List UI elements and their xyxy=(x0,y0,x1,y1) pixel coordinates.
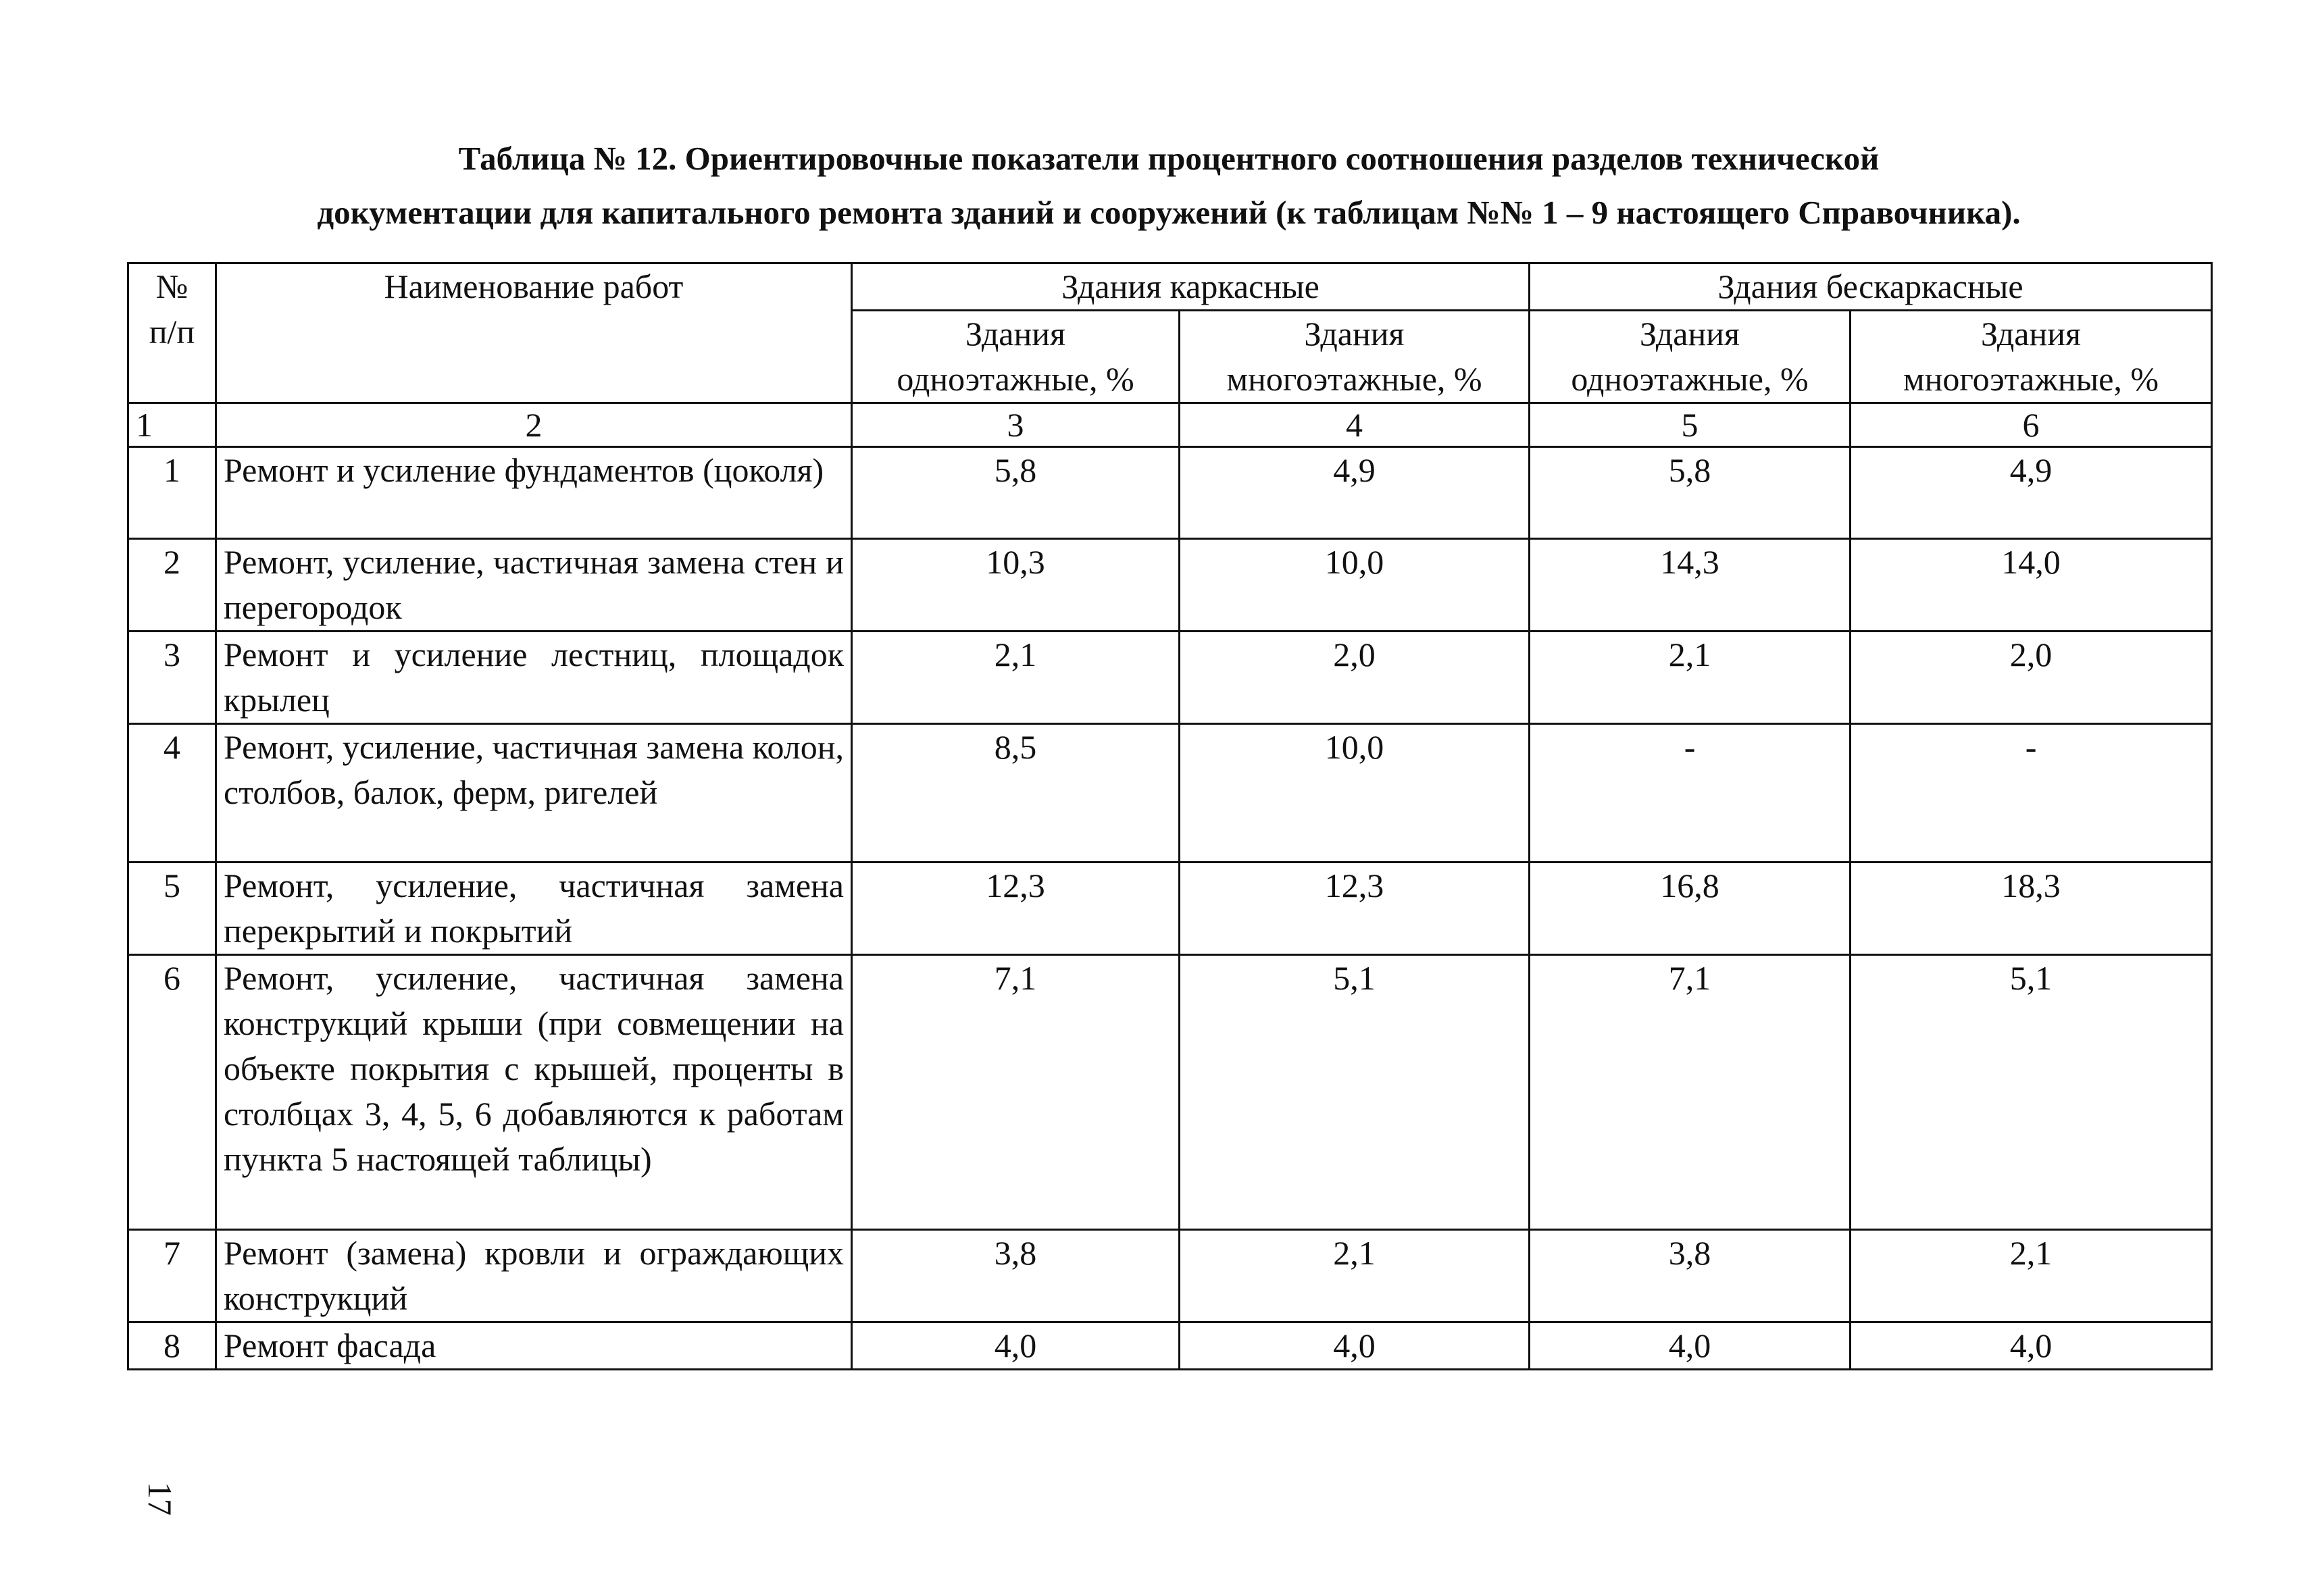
frameless-single-value: 4,0 xyxy=(1530,1322,1851,1370)
frameless-multi-value: 4,0 xyxy=(1851,1322,2212,1370)
row-number: 3 xyxy=(128,632,216,724)
frame-multi-value: 12,3 xyxy=(1180,863,1530,955)
table-row xyxy=(128,632,2212,724)
row-number: 2 xyxy=(128,539,216,632)
column-number: 6 xyxy=(1851,403,2212,447)
frame-single-value: 2,1 xyxy=(852,632,1180,724)
header-frameless-multi xyxy=(1851,311,2212,403)
column-number: 3 xyxy=(852,403,1180,447)
row-number: 1 xyxy=(128,447,216,539)
table-row xyxy=(128,724,2212,863)
header-group-frame: Здания каркасные xyxy=(852,263,1530,311)
table-row xyxy=(128,447,2212,539)
table-title-line-1: Таблица № 12. Ориентировочные показатели процентного соотношения разделов технической xyxy=(458,140,1880,177)
header-frameless-single-line-2: одноэтажные, % xyxy=(1571,360,1809,398)
table-title-line-2: документации для капитального ремонта зданий и сооружений (к таблицам №№ 1 – 9 настоящего Справочника). xyxy=(317,194,2021,231)
percentage-table xyxy=(127,262,2213,1370)
row-number: 6 xyxy=(128,955,216,1230)
frameless-multi-value: 5,1 xyxy=(1851,955,2212,1230)
frameless-single-value: 7,1 xyxy=(1530,955,1851,1230)
frame-single-value: 12,3 xyxy=(852,863,1180,955)
table-row xyxy=(128,539,2212,632)
header-frame-multi-line-1: Здания xyxy=(1304,315,1405,353)
frame-multi-value: 10,0 xyxy=(1180,724,1530,863)
table-body xyxy=(128,447,2212,1370)
frameless-multi-value: - xyxy=(1851,724,2212,863)
frame-multi-value: 4,0 xyxy=(1180,1322,1530,1370)
frame-multi-value: 4,9 xyxy=(1180,447,1530,539)
header-frame-single-line-2: одноэтажные, % xyxy=(897,360,1134,398)
column-numbers-row xyxy=(128,403,2212,447)
frameless-multi-value: 14,0 xyxy=(1851,539,2212,632)
work-name: Ремонт и усиление лестниц, площадок крылец xyxy=(216,632,852,724)
work-name: Ремонт, усиление, частичная замена конструкций крыши (при совмещении на объекте покрытия с крышей, проценты в столбцах 3, 4, 5, 6 добавляются к работам пункта 5 настоящей таблицы) xyxy=(216,955,852,1230)
header-frameless-single-line-1: Здания xyxy=(1640,315,1740,353)
frame-single-value: 5,8 xyxy=(852,447,1180,539)
column-number: 1 xyxy=(128,403,216,447)
column-number: 5 xyxy=(1530,403,1851,447)
table-title xyxy=(101,132,2236,240)
frameless-multi-value: 4,9 xyxy=(1851,447,2212,539)
header-frame-multi xyxy=(1180,311,1530,403)
frameless-single-value: 5,8 xyxy=(1530,447,1851,539)
header-frameless-single xyxy=(1530,311,1851,403)
frameless-single-value: 3,8 xyxy=(1530,1230,1851,1322)
row-number: 8 xyxy=(128,1322,216,1370)
table-row xyxy=(128,863,2212,955)
frame-single-value: 8,5 xyxy=(852,724,1180,863)
frameless-single-value: 16,8 xyxy=(1530,863,1851,955)
header-frame-single xyxy=(852,311,1180,403)
header-row-1 xyxy=(128,263,2212,311)
row-number: 5 xyxy=(128,863,216,955)
header-num-line-1: № xyxy=(155,267,188,305)
header-frameless-multi-line-1: Здания xyxy=(1981,315,2081,353)
frame-single-value: 4,0 xyxy=(852,1322,1180,1370)
row-number: 7 xyxy=(128,1230,216,1322)
page-number: 17 xyxy=(141,1482,179,1516)
header-num xyxy=(128,263,216,403)
header-name: Наименование работ xyxy=(216,263,852,403)
frameless-single-value: - xyxy=(1530,724,1851,863)
table-row xyxy=(128,1322,2212,1370)
frame-multi-value: 2,0 xyxy=(1180,632,1530,724)
work-name: Ремонт, усиление, частичная замена колон, столбов, балок, ферм, ригелей xyxy=(216,724,852,863)
work-name: Ремонт и усиление фундаментов (цоколя) xyxy=(216,447,852,539)
frame-multi-value: 5,1 xyxy=(1180,955,1530,1230)
column-number: 2 xyxy=(216,403,852,447)
work-name: Ремонт, усиление, частичная замена перекрытий и покрытий xyxy=(216,863,852,955)
frameless-multi-value: 18,3 xyxy=(1851,863,2212,955)
header-group-frameless: Здания бескаркасные xyxy=(1530,263,2212,311)
work-name: Ремонт фасада xyxy=(216,1322,852,1370)
header-frameless-multi-line-2: многоэтажные, % xyxy=(1903,360,2159,398)
frameless-multi-value: 2,0 xyxy=(1851,632,2212,724)
frame-multi-value: 10,0 xyxy=(1180,539,1530,632)
frameless-multi-value: 2,1 xyxy=(1851,1230,2212,1322)
work-name: Ремонт (замена) кровли и ограждающих конструкций xyxy=(216,1230,852,1322)
header-frame-multi-line-2: многоэтажные, % xyxy=(1226,360,1482,398)
row-number: 4 xyxy=(128,724,216,863)
header-num-line-2: п/п xyxy=(149,313,195,351)
table-row xyxy=(128,955,2212,1230)
frame-single-value: 7,1 xyxy=(852,955,1180,1230)
frameless-single-value: 2,1 xyxy=(1530,632,1851,724)
frameless-single-value: 14,3 xyxy=(1530,539,1851,632)
frame-single-value: 3,8 xyxy=(852,1230,1180,1322)
frame-single-value: 10,3 xyxy=(852,539,1180,632)
work-name: Ремонт, усиление, частичная замена стен и перегородок xyxy=(216,539,852,632)
column-number: 4 xyxy=(1180,403,1530,447)
header-frame-single-line-1: Здания xyxy=(965,315,1065,353)
table-row xyxy=(128,1230,2212,1322)
frame-multi-value: 2,1 xyxy=(1180,1230,1530,1322)
